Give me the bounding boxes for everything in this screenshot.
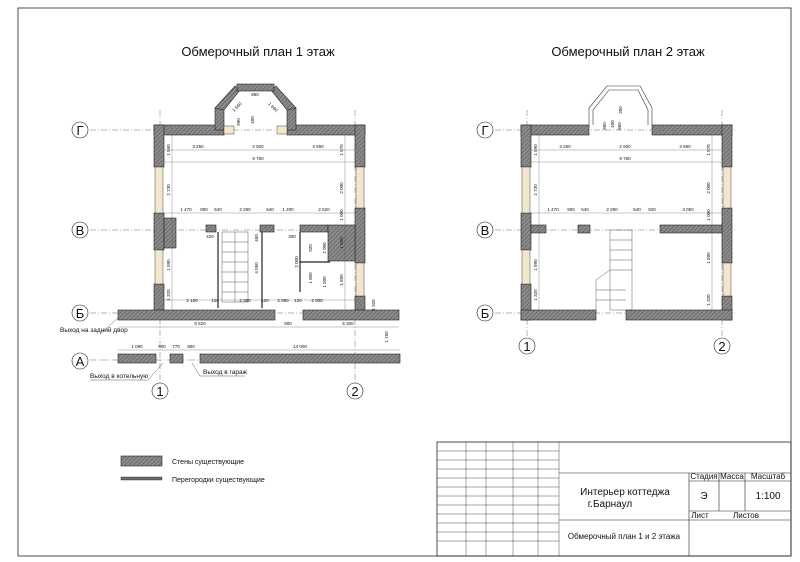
dim-right-1: 1 570 [339,144,344,156]
dim-b-5: 2 080 [277,298,289,303]
dim-left-4: 1 320 [166,289,171,301]
dim-overall: 9 760 [252,156,264,161]
note-garage: Выход в гараж [203,369,247,376]
plan2-dimension-lines [531,135,722,310]
p2-axis-label-b: Б [480,306,490,321]
p2-axis-label-2: 2 [718,339,726,354]
p2-dim-v-2: 900 [567,207,575,212]
tb-sheet-name: Обмерочный план 1 и 2 этажа [567,532,681,541]
dim-bay-3: 1 660 [267,101,279,113]
p2-dim-right-1: 1 570 [706,144,711,156]
plan1-walls [118,84,400,363]
dim-bay-1: 1 660 [231,101,243,113]
dim-a-2: 900 [158,344,166,349]
title-block-texts [568,472,786,541]
dim-v-6: 1 200 [282,207,294,212]
dim-inner-9: 1 500 [322,276,327,288]
plan2-title: Обмерочный план 2 этаж [551,44,705,59]
dim-b-4: 120 [261,298,269,303]
p2-dim-left-1: 1 590 [533,144,538,156]
dim-inner-1: 420 [206,234,214,239]
plan2-walls [521,125,732,320]
dim-top-2: 2 920 [252,144,264,149]
legend-partition-swatch [121,477,162,480]
plan1-stair [222,232,248,302]
dim-inner-3: 4 050 [254,262,259,274]
p2-dim-overall: 9 760 [619,156,631,161]
legend-walls-label: Стены существующие [172,459,245,466]
dim-right-5: 1 890 [339,274,344,286]
plan2-dim-texts [533,106,711,306]
dim-left-3: 1 890 [166,259,171,271]
dim-bay-2: 860 [251,92,259,97]
p2-dim-v-5: 540 [633,207,641,212]
dim-inner-4: 920 [308,244,313,252]
axis-label-v: В [75,223,85,238]
p2-dim-bay-4: 860 [617,122,622,130]
tb-scale: 1:100 [755,491,781,502]
legend-partitions-label: Перегородки существующие [172,477,265,484]
dim-v-3: 540 [214,207,222,212]
axis-label-g: Г [76,123,84,138]
dim-a-3: 770 [172,344,180,349]
plan1-title: Обмерочный план 1 этаж [181,44,335,59]
dim-v-1: 1 470 [180,207,192,212]
dim-left-1: 1 590 [166,144,171,156]
p2-dim-left-4: 1 320 [533,289,538,301]
legend [121,456,265,484]
p2-dim-v-3: 540 [581,207,589,212]
tb-project-line2: г.Барнаул [587,499,633,510]
sheet-frame [18,8,791,556]
axis-label-a: А [75,354,85,369]
plan1 [60,84,400,399]
tb-hdr-mass: Масса [720,472,744,481]
dim-v-7: 2 620 [318,207,330,212]
p2-dim-bay-2: 400 [610,120,615,128]
p2-dim-v-4: 2 290 [606,207,618,212]
p2-dim-right-5: 1 320 [706,294,711,306]
dim-left-2: 2 730 [166,184,171,196]
dim-right-6: 1 320 [371,299,376,311]
dim-bay-5: 400 [250,116,255,124]
dim-a-5: 14 000 [293,344,307,349]
dim-inner-7: 1 800 [308,272,313,284]
p2-dim-right-3: 1 000 [706,209,711,221]
p2-dim-top-3: 3 590 [679,144,691,149]
dim-right-3: 1 000 [339,209,344,221]
p2-axis-label-1: 1 [523,339,531,354]
tb-hdr-scale: Масштаб [750,472,786,481]
tb-project-line1: Интерьер коттеджа [580,487,670,498]
dim-v-4: 2 290 [239,207,251,212]
tb-sheets: Листов [733,511,759,520]
dim-right-2: 2 000 [339,182,344,194]
axis-label-b: Б [75,306,85,321]
p2-dim-right-4: 1 890 [706,252,711,264]
p2-dim-v-6: 920 [648,207,656,212]
tb-hdr-stage: Стадия [690,472,718,481]
dim-top-3: 3 590 [312,144,324,149]
dim-inner-6: 2 000 [294,256,299,268]
p2-dim-bay-1: 860 [602,122,607,130]
axis-label-1: 1 [156,384,164,399]
dim-a-1: 1 080 [131,344,143,349]
dim-v-2: 900 [200,207,208,212]
dim-side: 1 750 [384,331,389,343]
legend-wall-swatch [121,456,162,466]
plan2 [477,86,735,354]
dim-b-7: 2 000 [311,298,323,303]
axis-label-2: 2 [351,384,359,399]
dim-b-2: 120 [211,298,219,303]
dim-top-1: 3 250 [192,144,204,149]
dim-v-5: 540 [266,207,274,212]
plan1-notes [60,318,248,380]
dim-bottom-1: 8 520 [194,321,206,326]
dim-a-4: 900 [187,344,195,349]
p2-axis-label-g: Г [481,123,489,138]
tb-stage: Э [700,491,708,502]
p2-axis-label-v: В [480,223,490,238]
p2-dim-top-1: 3 250 [559,144,571,149]
note-backyard: Выход на задний двор [60,327,128,334]
p2-dim-v-1: 1 470 [547,207,559,212]
dim-bay-4: 990 [236,118,241,126]
dim-inner-5: 300 [288,234,296,239]
dim-bottom-2: 900 [284,321,292,326]
dim-right-4: 1 590 [339,237,344,249]
p2-dim-bay-3: 300 [618,106,623,114]
p2-dim-left-3: 1 890 [533,259,538,271]
p2-dim-left-2: 2 730 [533,184,538,196]
p2-dim-top-2: 2 920 [619,144,631,149]
dim-inner-2: 400 [254,234,259,242]
p2-dim-right-2: 2 000 [706,182,711,194]
dim-b-3: 2 390 [239,298,251,303]
note-boiler: Выход в котельную [90,373,149,380]
dim-b-6: 120 [294,298,302,303]
dim-b-1: 2 150 [186,298,198,303]
plan2-stair [596,230,632,310]
plan2-bay-outline [589,86,652,125]
dim-bottom-3: 5 300 [342,321,354,326]
dim-inner-8: 2 000 [322,242,327,254]
tb-sheet: Лист [691,511,709,520]
p2-dim-v-7: 3 050 [682,207,694,212]
